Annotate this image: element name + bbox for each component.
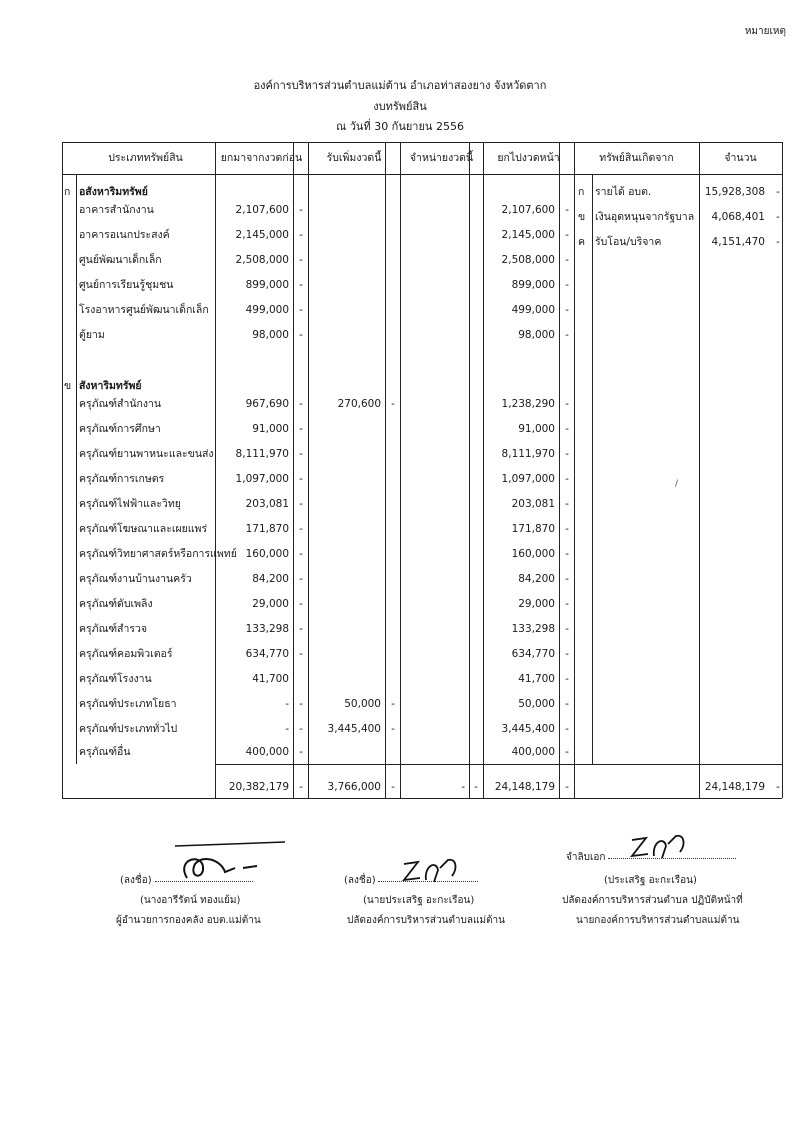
source-letter: ข <box>578 211 586 223</box>
disp-value <box>403 397 465 411</box>
bf-dash <box>297 672 305 686</box>
asset-name: ครุภัณฑ์ยานพาหนะและขนส่ง <box>79 448 214 460</box>
inc-value <box>311 622 381 636</box>
disp-dash <box>472 672 480 686</box>
signature-middle-name: (นายประเสริฐ อะกะเรือน) <box>363 895 475 906</box>
inc-dash <box>389 672 397 686</box>
signature-left-position: ผู้อำนวยการกองคลัง อบต.แม่ต้าน <box>116 915 261 926</box>
source-dash: - <box>776 186 780 198</box>
total-bf: 20,382,179 <box>228 781 289 793</box>
disp-dash <box>472 597 480 611</box>
bf-value: 634,770 <box>245 648 289 660</box>
source-label: รายได้ อบต. <box>595 186 652 198</box>
bf-dash: - <box>299 279 303 291</box>
inc-value <box>311 547 381 561</box>
inc-value <box>311 328 381 342</box>
bf-value: 967,690 <box>245 398 289 410</box>
bf-value: 2,107,600 <box>235 204 289 216</box>
inc-value: 270,600 <box>337 398 381 410</box>
inc-value: 50,000 <box>344 698 381 710</box>
disp-value <box>403 328 465 342</box>
inc-dash <box>389 572 397 586</box>
inc-value <box>311 597 381 611</box>
signature-right-position2: นายกองค์การบริหารส่วนตำบลแม่ต้าน <box>576 915 740 926</box>
bf-dash: - <box>299 648 303 660</box>
disp-value <box>403 622 465 636</box>
disp-value <box>403 278 465 292</box>
bf-dash: - <box>299 304 303 316</box>
disp-dash <box>472 697 480 711</box>
col-cf-header: ยกไปงวดหน้า <box>497 152 560 164</box>
cf-dash: - <box>565 598 569 610</box>
disp-dash <box>472 228 480 242</box>
bf-dash: - <box>299 423 303 435</box>
cf-value: 1,097,000 <box>501 473 555 485</box>
cf-dash: - <box>565 473 569 485</box>
bf-value: 400,000 <box>245 746 289 758</box>
bf-value: 91,000 <box>252 423 289 435</box>
bf-dash: - <box>299 498 303 510</box>
bf-dash: - <box>299 204 303 216</box>
bf-dash: - <box>299 598 303 610</box>
col-amount-header: จำนวน <box>724 152 757 164</box>
signature-right-name: (ประเสริฐ อะกะเรือน) <box>604 875 697 886</box>
asset-name: ครุภัณฑ์งานบ้านงานครัว <box>79 573 192 585</box>
cf-value: 29,000 <box>518 598 555 610</box>
inc-value <box>311 522 381 536</box>
signature-left-name: (นางอารีรัตน์ ทองแย้ม) <box>140 895 241 906</box>
inc-dash <box>389 328 397 342</box>
disp-dash <box>472 278 480 292</box>
bf-value: 499,000 <box>245 304 289 316</box>
cf-value: 203,081 <box>511 498 555 510</box>
total-amount-dash: - <box>776 781 780 793</box>
col-type-header: ประเภททรัพย์สิน <box>108 152 183 164</box>
cf-value: 899,000 <box>511 279 555 291</box>
signature-right-line <box>608 848 736 859</box>
signature-left-line <box>155 871 253 882</box>
inc-dash <box>389 522 397 536</box>
cf-dash: - <box>565 398 569 410</box>
cf-value: 41,700 <box>518 673 555 685</box>
inc-value <box>311 253 381 267</box>
asset-name: ครุภัณฑ์ดับเพลิง <box>79 598 153 610</box>
disp-dash <box>472 572 480 586</box>
asset-name: อาคารสำนักงาน <box>79 204 154 216</box>
cf-value: 2,145,000 <box>501 229 555 241</box>
cf-value: 133,298 <box>511 623 555 635</box>
cf-dash: - <box>565 254 569 266</box>
inc-value <box>311 672 381 686</box>
cf-dash: - <box>565 304 569 316</box>
disp-value <box>403 547 465 561</box>
bf-value: 203,081 <box>245 498 289 510</box>
cf-value: 499,000 <box>511 304 555 316</box>
asset-name: ครุภัณฑ์การเกษตร <box>79 473 165 485</box>
inc-dash: - <box>391 398 395 410</box>
cf-value: 98,000 <box>518 329 555 341</box>
bf-dash: - <box>299 698 303 710</box>
cf-dash: - <box>565 204 569 216</box>
inc-value <box>311 228 381 242</box>
statement-title: งบทรัพย์สิน <box>373 100 427 113</box>
inc-value <box>311 447 381 461</box>
bf-value: - <box>285 698 289 710</box>
disp-value <box>403 447 465 461</box>
asset-name: ครุภัณฑ์โรงงาน <box>79 673 152 685</box>
asset-name: อาคารอเนกประสงค์ <box>79 229 170 241</box>
disp-value <box>403 647 465 661</box>
cf-dash: - <box>565 648 569 660</box>
disp-dash <box>472 745 480 759</box>
asset-name: ครุภัณฑ์คอมพิวเตอร์ <box>79 648 173 660</box>
bf-value: 2,508,000 <box>235 254 289 266</box>
cf-value: 8,111,970 <box>501 448 555 460</box>
cf-value: 84,200 <box>518 573 555 585</box>
inc-value <box>311 745 381 759</box>
total-bf-dash: - <box>299 781 303 793</box>
source-label: เงินอุดหนุนจากรัฐบาล <box>595 211 695 223</box>
cf-dash: - <box>565 746 569 758</box>
bf-dash: - <box>299 548 303 560</box>
pen-mark: / <box>675 479 679 489</box>
asset-name: ครุภัณฑ์วิทยาศาสตร์หรือการแพทย์ <box>79 548 237 560</box>
inc-dash <box>389 228 397 242</box>
cf-value: 171,870 <box>511 523 555 535</box>
source-amount: 4,068,401 <box>711 211 765 223</box>
disp-value <box>403 203 465 217</box>
header-bottom-rule <box>62 174 782 175</box>
cf-dash: - <box>565 548 569 560</box>
col-bf-header: ยกมาจากงวดก่อน <box>220 152 303 164</box>
total-inc: 3,766,000 <box>327 781 381 793</box>
inc-value <box>311 422 381 436</box>
asset-name: ครุภัณฑ์สำนักงาน <box>79 398 162 410</box>
cf-dash: - <box>565 229 569 241</box>
asset-name: ครุภัณฑ์อื่น <box>79 746 131 758</box>
total-cf: 24,148,179 <box>494 781 555 793</box>
cf-dash: - <box>565 498 569 510</box>
cf-dash: - <box>565 723 569 735</box>
inc-dash <box>389 497 397 511</box>
inc-dash <box>389 278 397 292</box>
bf-value: 1,097,000 <box>235 473 289 485</box>
inc-dash <box>389 597 397 611</box>
total-disp-dash: - <box>474 781 478 793</box>
bf-value: 899,000 <box>245 279 289 291</box>
bf-dash: - <box>299 229 303 241</box>
bf-dash: - <box>299 448 303 460</box>
bf-value: 171,870 <box>245 523 289 535</box>
cf-value: 3,445,400 <box>501 723 555 735</box>
bf-value: 133,298 <box>245 623 289 635</box>
total-amount: 24,148,179 <box>704 781 765 793</box>
asset-name: ครุภัณฑ์ประเภททั่วไป <box>79 723 178 735</box>
section-letter: ข <box>64 380 72 392</box>
bf-value: - <box>285 723 289 735</box>
bf-value: 2,145,000 <box>235 229 289 241</box>
inc-value <box>311 647 381 661</box>
disp-dash <box>472 303 480 317</box>
disp-dash <box>472 422 480 436</box>
disp-value <box>403 253 465 267</box>
disp-value <box>403 472 465 486</box>
inc-dash <box>389 547 397 561</box>
signature-left-prefix: (ลงชื่อ) <box>120 875 152 886</box>
inc-dash <box>389 647 397 661</box>
inc-dash <box>389 622 397 636</box>
cf-dash: - <box>565 448 569 460</box>
cf-dash: - <box>565 279 569 291</box>
inc-dash <box>389 422 397 436</box>
bf-value: 29,000 <box>252 598 289 610</box>
disp-value <box>403 697 465 711</box>
disp-dash <box>472 722 480 736</box>
total-disp: - <box>461 781 465 793</box>
col-source-header: ทรัพย์สินเกิดจาก <box>599 152 674 164</box>
inc-dash <box>389 447 397 461</box>
total-top-rule <box>215 764 782 765</box>
total-inc-dash: - <box>391 781 395 793</box>
inc-value <box>311 572 381 586</box>
asset-name: ครุภัณฑ์สำรวจ <box>79 623 148 635</box>
inc-value <box>311 472 381 486</box>
source-letter: ก <box>578 186 585 198</box>
asset-name: ครุภัณฑ์ประเภทโยธา <box>79 698 177 710</box>
signature-middle-prefix: (ลงชื่อ) <box>344 875 376 886</box>
cf-value: 91,000 <box>518 423 555 435</box>
section-title: สังหาริมทรัพย์ <box>79 380 142 392</box>
disp-dash <box>472 497 480 511</box>
section-letter: ก <box>64 186 71 198</box>
inc-value <box>311 303 381 317</box>
disp-dash <box>472 622 480 636</box>
col-inc-header: รับเพิ่มงวดนี้ <box>326 152 382 164</box>
inc-dash <box>389 303 397 317</box>
cf-value: 160,000 <box>511 548 555 560</box>
inc-value <box>311 497 381 511</box>
total-cf-dash: - <box>565 781 569 793</box>
bf-dash: - <box>299 473 303 485</box>
table-bottom-rule <box>62 798 782 799</box>
org-title: องค์การบริหารส่วนตำบลแม่ต้าน อำเภอท่าสองยาง จังหวัดตาก <box>253 79 547 92</box>
cf-dash: - <box>565 573 569 585</box>
bf-dash: - <box>299 254 303 266</box>
assets-table <box>62 142 782 798</box>
disp-value <box>403 672 465 686</box>
bf-value: 98,000 <box>252 329 289 341</box>
source-amount: 15,928,308 <box>704 186 765 198</box>
disp-dash <box>472 522 480 536</box>
bf-dash: - <box>299 573 303 585</box>
disp-dash <box>472 647 480 661</box>
asset-name: โรงอาหารศูนย์พัฒนาเด็กเล็ก <box>79 304 209 316</box>
cf-dash: - <box>565 423 569 435</box>
bf-dash: - <box>299 329 303 341</box>
inc-dash <box>389 203 397 217</box>
cf-value: 2,107,600 <box>501 204 555 216</box>
bf-dash: - <box>299 723 303 735</box>
statement-date: ณ วันที่ 30 กันยายน 2556 <box>336 120 464 133</box>
cf-value: 400,000 <box>511 746 555 758</box>
asset-name: ครุภัณฑ์โฆษณาและเผยแพร่ <box>79 523 208 535</box>
bf-value: 84,200 <box>252 573 289 585</box>
disp-value <box>403 497 465 511</box>
signature-right-position1: ปลัดองค์การบริหารส่วนตำบล ปฏิบัติหน้าที่ <box>562 895 743 906</box>
disp-dash <box>472 203 480 217</box>
asset-name: ศูนย์การเรียนรู้ชุมชน <box>79 279 174 291</box>
source-dash: - <box>776 236 780 248</box>
section-title: อสังหาริมทรัพย์ <box>79 186 148 198</box>
disp-value <box>403 228 465 242</box>
disp-value <box>403 422 465 436</box>
source-dash: - <box>776 211 780 223</box>
cf-value: 50,000 <box>518 698 555 710</box>
inc-value <box>311 278 381 292</box>
source-label: รับโอน/บริจาค <box>595 236 662 248</box>
inc-dash: - <box>391 698 395 710</box>
inc-dash: - <box>391 723 395 735</box>
cf-dash: - <box>565 523 569 535</box>
disp-value <box>403 745 465 759</box>
source-letter: ค <box>578 236 586 248</box>
disp-dash <box>472 447 480 461</box>
asset-name: ตู้ยาม <box>79 329 105 341</box>
bf-dash: - <box>299 746 303 758</box>
bf-value: 41,700 <box>252 673 289 685</box>
disp-value <box>403 572 465 586</box>
bf-dash: - <box>299 398 303 410</box>
inc-value: 3,445,400 <box>327 723 381 735</box>
inc-dash <box>389 253 397 267</box>
disp-value <box>403 722 465 736</box>
bf-dash: - <box>299 623 303 635</box>
bf-dash: - <box>299 523 303 535</box>
disp-dash <box>472 328 480 342</box>
asset-name: ครุภัณฑ์การศึกษา <box>79 423 161 435</box>
cf-dash: - <box>565 673 569 685</box>
source-amount: 4,151,470 <box>711 236 765 248</box>
bf-value: 160,000 <box>245 548 289 560</box>
disp-value <box>403 303 465 317</box>
disp-value <box>403 522 465 536</box>
asset-name: ศูนย์พัฒนาเด็กเล็ก <box>79 254 162 266</box>
cf-value: 2,508,000 <box>501 254 555 266</box>
disp-dash <box>472 397 480 411</box>
signature-middle-line <box>378 871 478 882</box>
asset-name: ครุภัณฑ์ไฟฟ้าและวิทยุ <box>79 498 181 510</box>
col-disp-header: จำหน่ายงวดนี้ <box>409 152 474 164</box>
cf-dash: - <box>565 329 569 341</box>
disp-dash <box>472 472 480 486</box>
note-label: หมายเหตุ <box>744 26 786 37</box>
inc-dash <box>389 745 397 759</box>
bf-value: 8,111,970 <box>235 448 289 460</box>
cf-dash: - <box>565 623 569 635</box>
inc-dash <box>389 472 397 486</box>
signature-middle-position: ปลัดองค์การบริหารส่วนตำบลแม่ต้าน <box>347 915 506 926</box>
cf-value: 634,770 <box>511 648 555 660</box>
inc-value <box>311 203 381 217</box>
signature-right-prefix: จำลิบเอก <box>566 852 606 863</box>
disp-dash <box>472 253 480 267</box>
disp-value <box>403 597 465 611</box>
disp-dash <box>472 547 480 561</box>
cf-dash: - <box>565 698 569 710</box>
cf-value: 1,238,290 <box>501 398 555 410</box>
